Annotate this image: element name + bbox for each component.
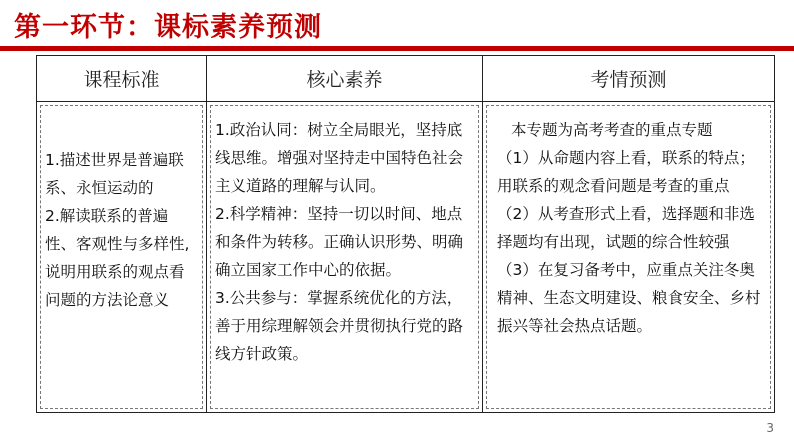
- table-header-row: [37, 56, 775, 102]
- slide-title: 第一环节：课标素养预测: [14, 12, 322, 43]
- literacy-item-3: 3.公共参与：掌握系统优化的方法，善于用综理解领会并贯彻执行党的路线方针政策。: [215, 289, 464, 363]
- forecast-intro: 本专题为高考考查的重点专题: [511, 121, 713, 139]
- content-table: [36, 55, 775, 413]
- literacy-item-1: 1.政治认同：树立全局眼光，坚持底线思维。增强对坚持走中国特色社会主义道路的理解与认同。: [215, 121, 464, 195]
- title-underline: [0, 46, 794, 51]
- standard-item-1: 1.描述世界是普遍联系、永恒运动的: [45, 151, 184, 197]
- cell-curriculum-standard: [37, 102, 207, 413]
- forecast-item-1: （1）从命题内容上看，联系的特点；用联系的观念看问题是考查的重点: [497, 149, 755, 195]
- cell-box: [40, 105, 203, 409]
- header-core-literacy: 核心素养: [207, 56, 483, 102]
- forecast-item-2: （2）从考查形式上看，选择题和非选择题均有出现，试题的综合性较强: [497, 205, 755, 251]
- forecast-item-3: （3）在复习备考中，应重点关注冬奥精神、生态文明建设、粮食安全、乡村振兴等社会热点话题。: [497, 261, 761, 335]
- cell-exam-forecast: [483, 102, 775, 413]
- literacy-item-2: 2.科学精神：坚持一切以时间、地点和条件为转移。正确认识形势、明确确立国家工作中心的依据。: [215, 205, 464, 279]
- cell-box: [210, 105, 479, 409]
- cell-core-literacy: [207, 102, 483, 413]
- header-exam-forecast: 考情预测: [483, 56, 775, 102]
- cell-box: [486, 105, 771, 409]
- page-number: 3: [766, 421, 774, 435]
- header-curriculum-standard: 课程标准: [37, 56, 207, 102]
- table-body-row: [37, 102, 775, 413]
- standard-item-2: 2.解读联系的普遍性、客观性与多样性,说明用联系的观点看问题的方法论意义: [45, 207, 190, 309]
